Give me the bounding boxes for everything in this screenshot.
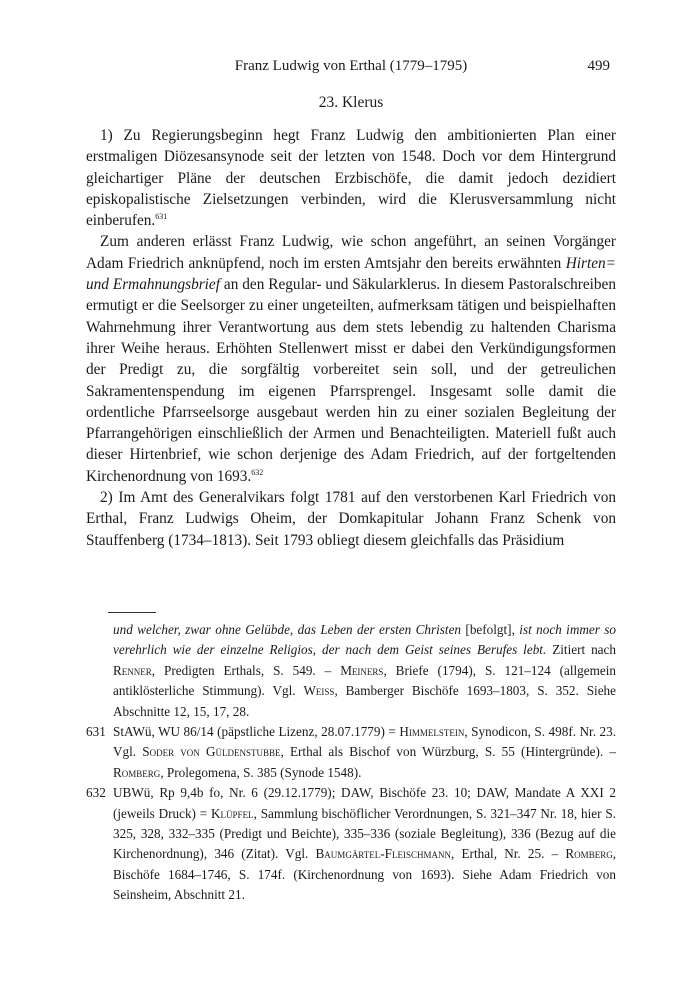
footnote-ref-632: 632 <box>251 467 264 477</box>
footnote-continuation <box>86 620 616 722</box>
footnote-number: 631 <box>86 724 106 740</box>
footnote-ref-631: 631 <box>155 212 168 222</box>
fn-text: , Erthal als Bischof von Würzburg, S. 55 (Hintergründe). – <box>280 744 616 760</box>
quote-bracket: [befolgt], <box>461 622 520 637</box>
running-title: Franz Ludwig von Erthal (1779–1795) <box>234 58 468 74</box>
author-name: Klüpfel <box>211 805 254 821</box>
footnote-632 <box>86 783 616 905</box>
fn-text: , Synodicon, S. 498f. Nr. 23. Vgl. <box>113 724 616 760</box>
author-name: Himmelstein <box>399 724 465 740</box>
author-name: Soder von Güldenstubbe <box>142 744 281 760</box>
fn-text: StAWü, WU 86/14 (päpstliche Lizenz, 28.07.1779) = <box>113 724 400 740</box>
section-heading: 23. Klerus <box>318 94 384 111</box>
paragraph-1 <box>86 125 616 231</box>
fn-text: , Predigten Erthals, S. 549. – <box>151 662 341 678</box>
footnote-number: 632 <box>86 785 106 801</box>
author-name: Weiss <box>303 683 335 699</box>
fn-text: Zitiert nach <box>546 642 616 658</box>
fn-text: UBWü, Rp 9,4b fo, Nr. 6 (29.12.1779); DAW, Bischöfe 23. 10; DAW, Mandate A XXI 2 (jeweils Druck) = <box>113 785 616 821</box>
paragraph-3 <box>86 487 616 551</box>
page-number: 499 <box>587 58 610 74</box>
paragraph-2-text-b: an den Regular- und Säkularklerus. In diesem Pastoralschreiben ermutigt er die Seelsorger zu einer ungeteilten, aufmerksam tätigen und beispielhaften Wahrnehmung ihrer Verantwortung aus dem stets lebendig zu haltenden Charisma ihrer Weihe heraus. Erhöhten Stellenwert misst er dabei den Verkündigungsformen der Predigt zu, die sorgfältig vorbereitet sein soll, und der getreulichen Sakramentenspendung im eigenen Pfarrsprengel. Insgesamt solle damit die ordentliche Pfarrseelsorge ausgebaut werden hin zu einer sozialen Begleitung der Pfarrangehörigen einschließlich der Armen und Benachteiligten. Materiell fußt auch dieser Hirtenbrief, wie schon derjenige des Adam Friedrich, auf der fortgeltenden Kirchenordnung von 1693. <box>86 276 616 485</box>
footnote-divider <box>108 612 156 613</box>
footnote-631 <box>86 722 616 783</box>
body-text <box>86 125 616 551</box>
author-name: Baumgärtel-Fleischmann <box>315 846 451 862</box>
author-name: Romberg <box>565 846 613 862</box>
cited-title: Hirten= und Ermahnungsbrief <box>86 254 616 294</box>
author-name: Meiners <box>340 662 384 678</box>
footnotes <box>86 620 616 906</box>
author-name: Renner <box>113 662 152 678</box>
paragraph-1-text: 1) Zu Regierungsbeginn hegt Franz Ludwig den ambitionierten Plan einer erstmaligen Diözesansynode seit der letzten von 1548. Doch vor dem Hintergrund gleichartiger Pläne der deutschen Erzbischöfe, die damit jedoch dezidiert episkopalistische Zielsetzungen verbinden, wird die Klerusversammlung nicht einberufen. <box>86 127 616 230</box>
paragraph-2-text-a: Zum anderen erlässt Franz Ludwig, wie schon angeführt, an seinen Vorgänger Adam Friedrich anknüpfend, noch im ersten Amtsjahr den bereits erwähnten <box>86 233 616 272</box>
quote-italic-a: und welcher, zwar ohne Gelübde, das Leben der ersten Christen <box>113 622 462 637</box>
fn-text: , Bischöfe 1684–1746, S. 174f. (Kirchenordnung von 1693). Siehe Adam Friedrich von Seinsheim, Abschnitt 21. <box>113 846 616 903</box>
paragraph-3-text: 2) Im Amt des Generalvikars folgt 1781 auf den verstorbenen Karl Friedrich von Erthal, Franz Ludwigs Oheim, der Domkapitular Johann Franz Schenk von Stauffenberg (1734–1813). Seit 1793 obliegt diesem gleichfalls das Präsidium <box>86 489 616 549</box>
fn-text: , Prolegomena, S. 385 (Synode 1548). <box>160 764 362 780</box>
quote-italic-b: ist noch immer so verehrlich wie der einzelne Religios, der nach dem Geist seines Berufes lebt. <box>113 622 617 658</box>
fn-text: , Bamberger Bischöfe 1693–1803, S. 352. Siehe Abschnitte 12, 15, 17, 28. <box>113 683 616 719</box>
author-name: Romberg <box>113 764 161 780</box>
fn-text: , Erthal, Nr. 25. – <box>451 846 566 862</box>
fn-text: , Briefe (1794), S. 121–124 (allgemein antiklösterliche Stimmung). Vgl. <box>113 662 616 699</box>
page-header <box>86 58 616 80</box>
paragraph-2 <box>86 231 616 487</box>
fn-text: , Sammlung bischöflicher Verordnungen, S. 321–347 Nr. 18, hier S. 325, 328, 332–335 (Predigt und Beichte), 335–336 (soziale Begleitung), 336 (Bezug auf die Kirchenordnung), 346 (Zitat). Vgl. <box>113 805 616 862</box>
